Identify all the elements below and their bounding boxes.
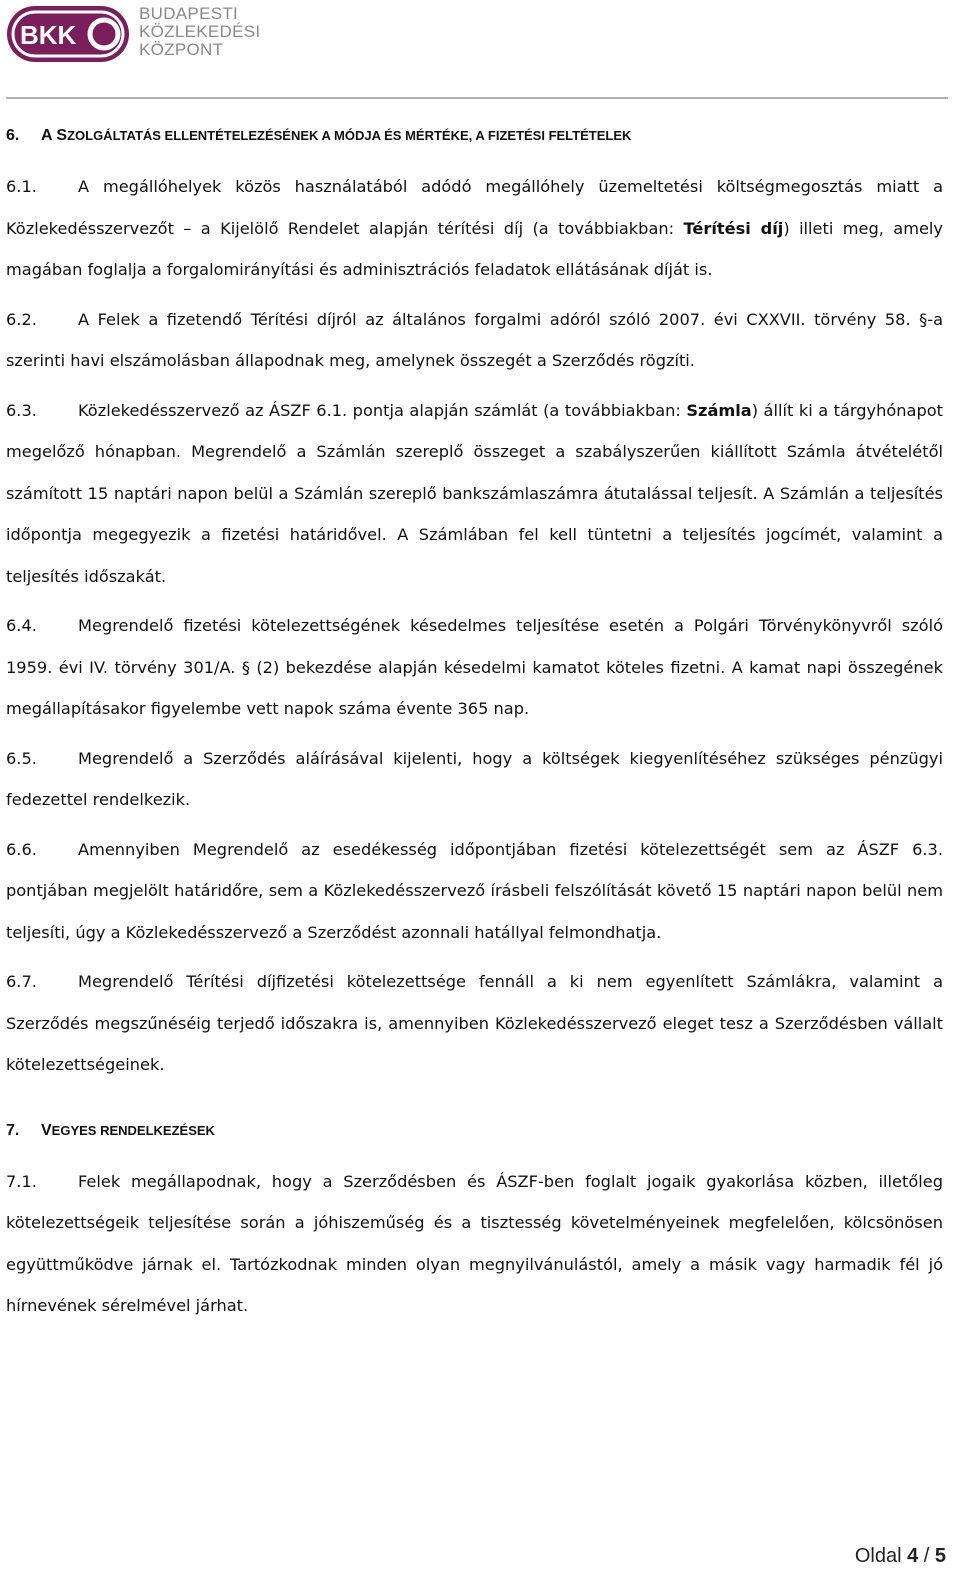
logo-line-1: BUDAPESTI [139,4,239,23]
paragraph-text: A megállóhelyek közös használatából adódó megállóhely üzemeltetési költségmegosztás miatt a Közlekedésszervezőt – a Kijelölő Rendelet alapján térítési díj (a továbbiakban: [6,177,943,238]
paragraph-6-3 [6,390,943,598]
paragraph-number: 6.5. [6,748,37,768]
section-number: 6. [6,127,20,144]
page-footer [855,1545,946,1568]
paragraph-number: 6.3. [6,400,37,420]
paragraph-number: 6.4. [6,616,37,635]
section-title-cap: V [41,1121,52,1139]
paragraph-number: 6.1. [6,177,37,196]
paragraph-number: 7.1. [6,1171,37,1191]
paragraph-number: 6.7. [6,972,37,991]
paragraph-6-6 [6,829,943,954]
bkk-logo-icon [6,5,130,63]
logo-wordmark [139,5,260,59]
paragraph-6-2 [6,299,943,382]
defined-term: Számla [686,400,752,420]
bkk-logo [6,5,130,63]
paragraph-6-4 [6,605,943,730]
section-title-cap: A S [41,127,68,144]
paragraph-text: Felek megállapodnak, hogy a Szerződésben és ÁSZF-ben foglalt jogaik gyakorlása közben, illetőleg kötelezettségeik teljesítése során a jóhiszeműség és a tisztesség követelményeinek megfelelően, kölcsönösen együttműködve járnak el. Tartózkodnak minden olyan megnyilvánulástól, amely a másik vagy harmadik fél jó hírnevének sérelmével járhat. [6,1171,943,1315]
section-title-rest: ZOLGÁLTATÁS ELLENTÉTELEZÉSÉNEK A MÓDJA ÉS MÉRTÉKE, A FIZETÉSI FELTÉTELEK [67,128,632,143]
document-body [6,119,943,1335]
page-separator: / [918,1545,935,1567]
paragraph-6-7 [6,961,943,1086]
section-number: 7. [6,1121,20,1139]
paragraph-text: A Felek a fizetendő Térítési díjról az általános forgalmi adóról szóló 2007. évi CXXVII. törvény 58. §-a szerinti havi elszámolásban állapodnak meg, amelynek összegét a Szerződés rögzíti. [6,309,943,370]
page-total: 5 [934,1545,946,1567]
section-7-heading [6,1114,943,1148]
logo-line-3: KÖZPONT [139,40,224,59]
paragraph-7-1 [6,1161,943,1327]
paragraph-6-5 [6,738,943,821]
paragraph-number: 6.2. [6,309,37,329]
header-divider [6,97,948,99]
logo-line-2: KÖZLEKEDÉSI [139,22,261,41]
paragraph-text: Megrendelő fizetési kötelezettségének késedelmes teljesítése esetén a Polgári Törvénykönyvről szóló 1959. évi IV. törvény 301/A. § (2) bekezdése alapján késedelmi kamatot köteles fizetni. A kamat napi összegének megállapításakor figyelembe vett napok száma évente 365 nap. [6,616,943,718]
paragraph-text: Közlekedésszervező az ÁSZF 6.1. pontja alapján számlát (a továbbiakban: [78,400,687,420]
paragraph-text: Megrendelő Térítési díjfizetési kötelezettsége fennáll a ki nem egyenlített Számlákra, valamint a Szerződés megszűnéséig terjedő időszakra is, amennyiben Közlekedésszervező eleget tesz a Szerződésben vállalt kötelezettségeinek. [6,972,943,1074]
paragraph-text: ) illeti meg, amely magában foglalja a forgalomirányítási és adminisztrációs feladatok ellátásának díját is. [6,218,944,279]
defined-term: Térítési díj [683,218,784,238]
logo-letters: BKK [20,20,77,50]
paragraph-text: ) állít ki a tárgyhónapot megelőző hónapban. Megrendelő a Számlán szereplő összeget a szabályszerűen kiállított Számla átvételétől számított 15 naptári napon belül a Számlán szereplő bankszámlaszámra átutalással teljesít. A Számlán a teljesítés időpontja megegyezik a fizetési határidővel. A Számlában fel kell tüntetni a teljesítés jogcímét, valamint a teljesítés időszakát. [6,400,944,586]
paragraph-text: Amennyiben Megrendelő az esedékesség időpontjában fizetési kötelezettségét sem az ÁSZF 6.3. pontjában megjelölt határidőre, sem a Közlekedésszervező írásbeli felszólítását követő 15 naptári napon belül nem teljesíti, úgy a Közlekedésszervező a Szerződést azonnali hatállyal felmondhatja. [6,839,943,942]
page-header [0,0,948,99]
paragraph-text: Megrendelő a Szerződés aláírásával kijelenti, hogy a költségek kiegyenlítéséhez szükséges pénzügyi fedezettel rendelkezik. [6,748,943,809]
paragraph-6-1 [6,166,943,291]
section-6-heading [6,119,943,153]
page-current: 4 [907,1545,919,1567]
section-title-rest: EGYES RENDELKEZÉSEK [51,1122,215,1138]
page-label: Oldal [854,1545,908,1567]
paragraph-number: 6.6. [6,839,37,859]
